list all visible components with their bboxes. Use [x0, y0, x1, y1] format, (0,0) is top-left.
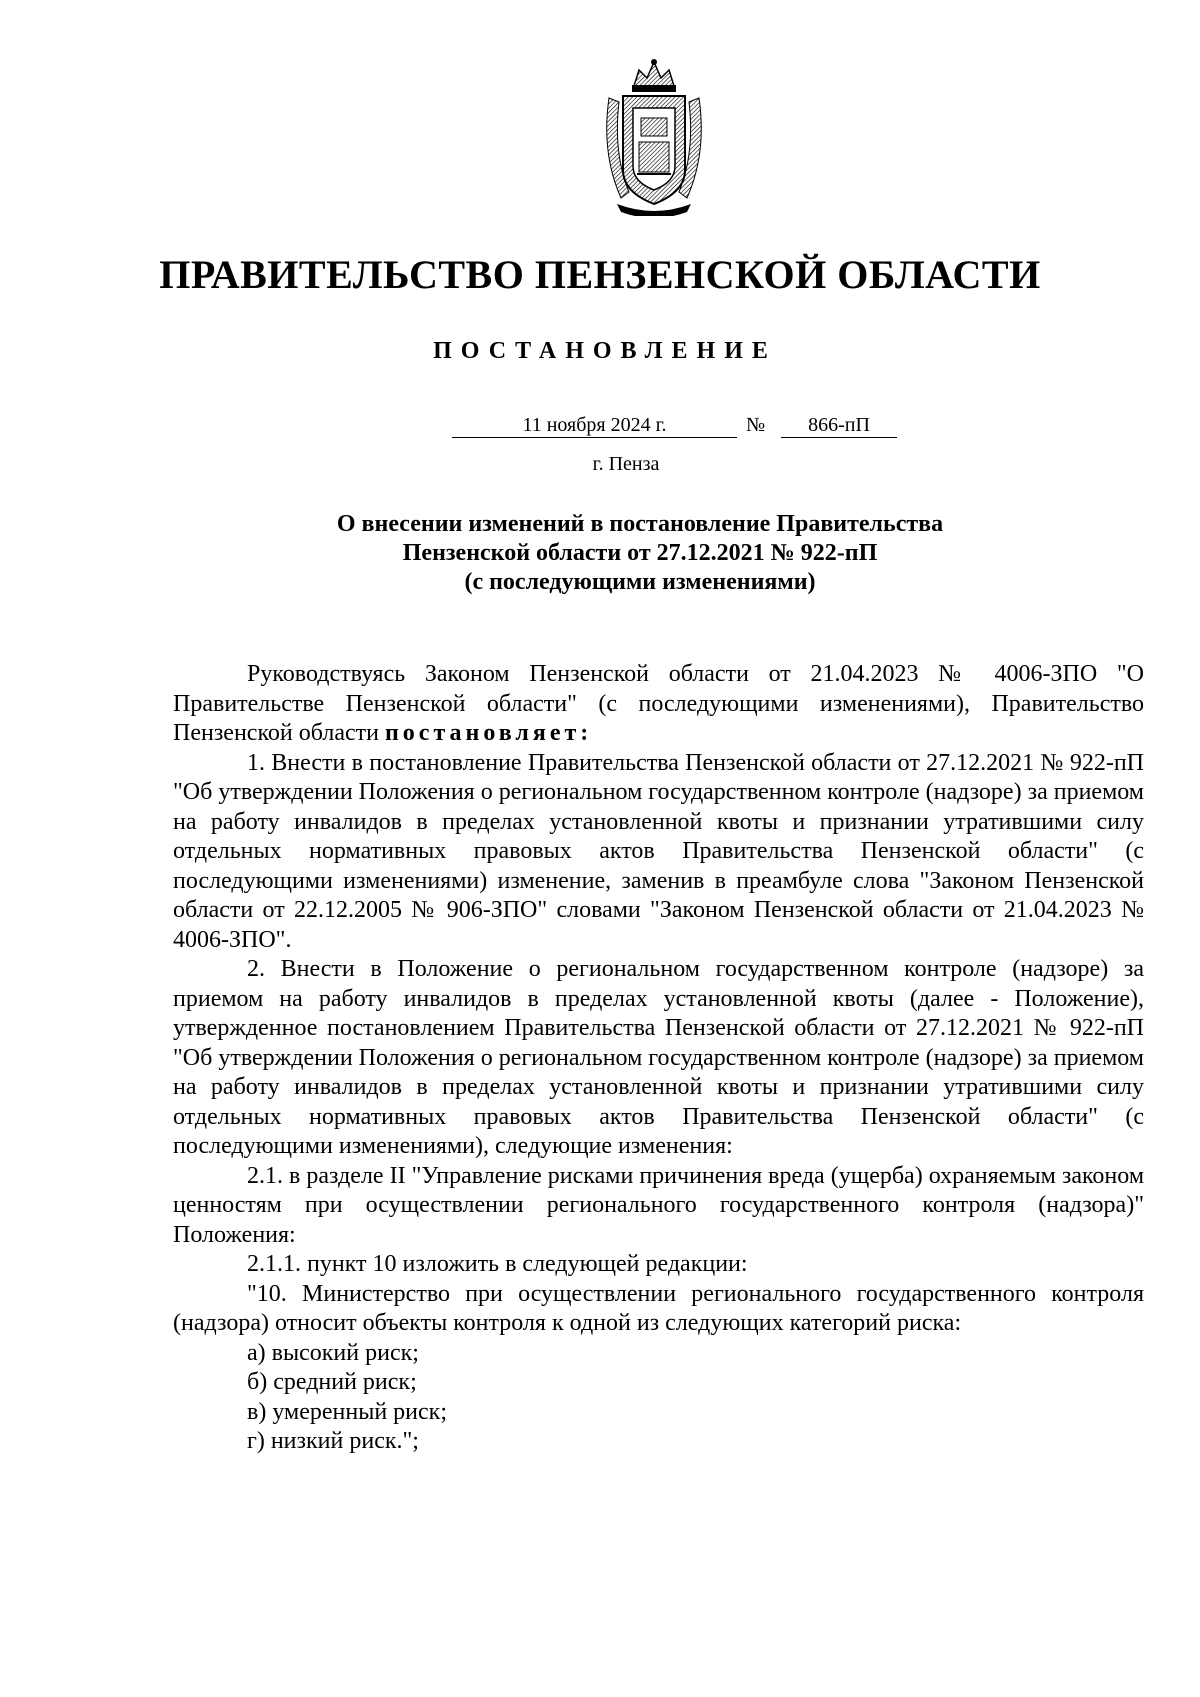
- coat-of-arms-icon: [599, 58, 709, 216]
- document-number: 866-пП: [781, 413, 897, 438]
- risk-item: а) высокий риск;: [247, 1339, 419, 1366]
- risk-item: г) низкий риск.";: [247, 1428, 419, 1454]
- risk-item: б) средний риск;: [247, 1369, 417, 1395]
- paragraph-2: 2. Внести в Положение о региональном государственном контроле (надзоре) за приемом на работу инвалидов в пределах установленной квоты (далее - Положение), утвержденное постановлением Правительства Пензенской области от 27.12.2021 № 922-пП "Об утверждении Положения о региональном государственном контроле (надзоре) за приемом на работу инвалидов в пределах установленной квоты и признании утратившими силу отдельных нормативных правовых актов Правительства Пензенской области" (с последующими изменениями), следующие изменения:: [173, 956, 1144, 1159]
- paragraph-2-1: 2.1. в разделе II "Управление рисками причинения вреда (ущерба) охраняемым законом ценностям при осуществлении регионального государственного контроля (надзора)" Положения:: [173, 1162, 1144, 1248]
- resolves-keyword: постановляет:: [384, 720, 593, 746]
- organization-title: ПРАВИТЕЛЬСТВО ПЕНЗЕНСКОЙ ОБЛАСТИ: [159, 252, 1041, 297]
- heading-line: Пензенской области от 27.12.2021 № 922-пП: [402, 540, 878, 566]
- heading-line: О внесении изменений в постановление Правительства: [336, 511, 944, 537]
- document-type-title: ПОСТАНОВЛЕНИЕ: [433, 338, 777, 364]
- document-body: [173, 660, 1144, 1457]
- preamble-paragraph: [173, 660, 1144, 749]
- number-sign: №: [746, 414, 766, 436]
- risk-item: в) умеренный риск;: [247, 1398, 447, 1425]
- paragraph-1: 1. Внести в постановление Правительства Пензенской области от 27.12.2021 № 922-пП "Об утверждении Положения о региональном государственном контроле (надзоре) за приемом на работу инвалидов в пределах установленной квоты и признании утратившими силу отдельных нормативных правовых актов Правительства Пензенской области" (с последующими изменениями) изменение, заменив в преамбуле слова "Законом Пензенской области от 22.12.2005 № 906-ЗПО" словами "Законом Пензенской области от 21.04.2023 № 4006-ЗПО".: [173, 749, 1144, 953]
- preamble-text: Руководствуясь Законом Пензенской области от 21.04.2023 № 4006-ЗПО "О Правительстве Пензенской области" (с последующими изменениями), Правительство Пензенской области: [173, 661, 1144, 746]
- document-heading: [200, 510, 1080, 597]
- document-date: 11 ноября 2024 г.: [452, 413, 737, 438]
- paragraph-10: "10. Министерство при осуществлении регионального государственного контроля (надзора) относит объекты контроля к одной из следующих категорий риска:: [173, 1280, 1144, 1336]
- heading-line: (с последующими изменениями): [464, 569, 816, 595]
- city-name: г. Пенза: [592, 453, 660, 475]
- paragraph-2-1-1: 2.1.1. пункт 10 изложить в следующей редакции:: [247, 1251, 748, 1277]
